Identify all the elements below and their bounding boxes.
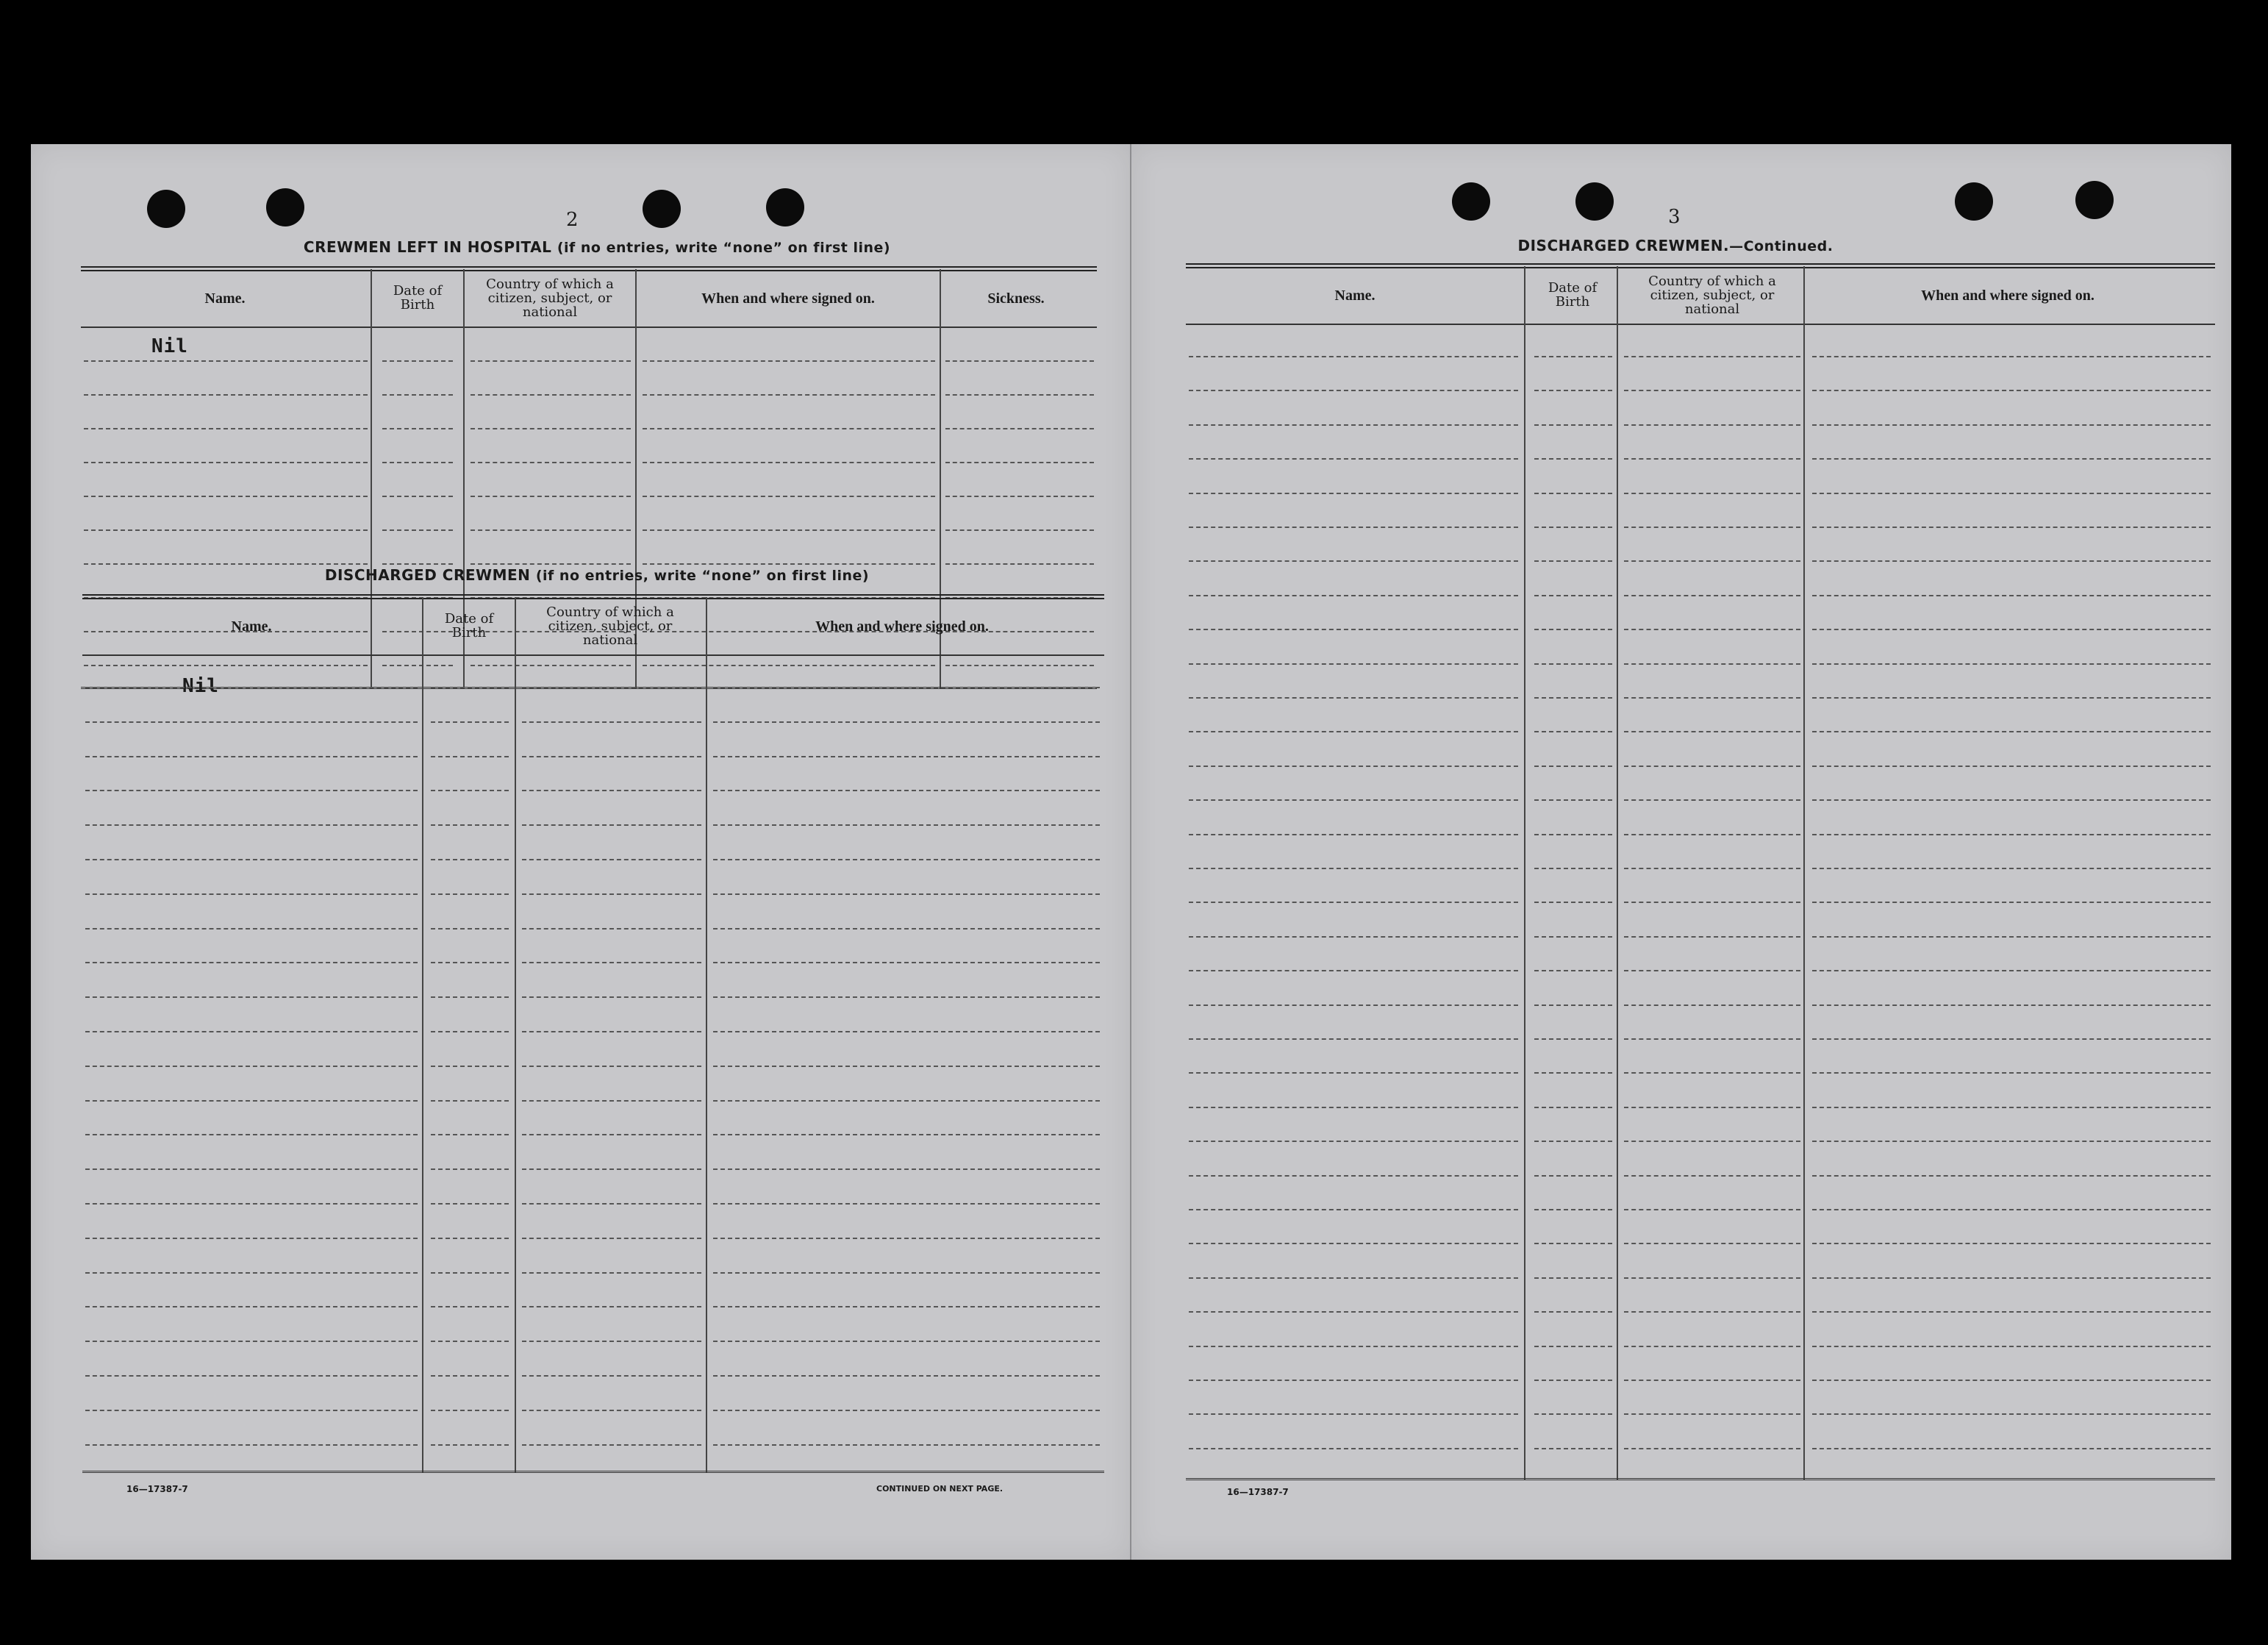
hospital-section-title bbox=[273, 238, 920, 256]
column-header-sickness: Sickness. bbox=[987, 290, 1045, 307]
section-continued-note: —Continued. bbox=[1729, 238, 1834, 254]
column-header-date-of-birth: Date of Birth bbox=[444, 611, 494, 640]
first-entry-name: Nil bbox=[182, 675, 219, 697]
right-page bbox=[1130, 144, 2231, 1560]
column-header-country: Country of which a citizen, subject, or national bbox=[1648, 273, 1776, 317]
discharged-continued-table bbox=[1186, 263, 2215, 1484]
continued-note: CONTINUED ON NEXT PAGE. bbox=[876, 1484, 1004, 1494]
section-title-text: DISCHARGED CREWMEN. bbox=[1517, 237, 1730, 254]
punch-hole-icon bbox=[2075, 181, 2114, 219]
page-number: 2 bbox=[566, 209, 579, 231]
column-header-date-of-birth: Date of Birth bbox=[393, 283, 443, 313]
discharged-table bbox=[82, 594, 1104, 1477]
first-entry-name: Nil bbox=[151, 335, 188, 357]
column-header-name: Name. bbox=[1334, 287, 1376, 304]
punch-hole-icon bbox=[1575, 182, 1614, 221]
column-header-signed-on: When and where signed on. bbox=[701, 290, 875, 307]
punch-hole-icon bbox=[643, 190, 681, 228]
discharged-section-title bbox=[273, 566, 920, 584]
discharged-continued-title bbox=[1381, 237, 1970, 254]
column-header-country: Country of which a citizen, subject, or national bbox=[486, 276, 614, 320]
form-number: 16—17387-7 bbox=[126, 1484, 188, 1494]
section-title-text: CREWMEN LEFT IN HOSPITAL bbox=[303, 238, 552, 256]
form-number: 16—17387-7 bbox=[1227, 1487, 1289, 1497]
punch-hole-icon bbox=[766, 188, 804, 226]
punch-hole-icon bbox=[1452, 182, 1490, 221]
section-note: (if no entries, write “none” on first line) bbox=[557, 240, 891, 256]
punch-hole-icon bbox=[266, 188, 304, 226]
column-header-signed-on: When and where signed on. bbox=[815, 618, 989, 635]
punch-hole-icon bbox=[147, 190, 185, 228]
page-number: 3 bbox=[1668, 206, 1681, 228]
punch-hole-icon bbox=[1955, 182, 1993, 221]
column-header-country: Country of which a citizen, subject, or national bbox=[546, 604, 674, 648]
column-header-signed-on: When and where signed on. bbox=[1921, 287, 2094, 304]
section-title-text: DISCHARGED CREWMEN bbox=[324, 566, 531, 584]
section-note: (if no entries, write “none” on first line) bbox=[535, 568, 870, 584]
column-header-date-of-birth: Date of Birth bbox=[1548, 280, 1598, 310]
column-header-name: Name. bbox=[204, 290, 246, 307]
left-page bbox=[31, 144, 1130, 1560]
column-header-name: Name. bbox=[231, 618, 272, 635]
